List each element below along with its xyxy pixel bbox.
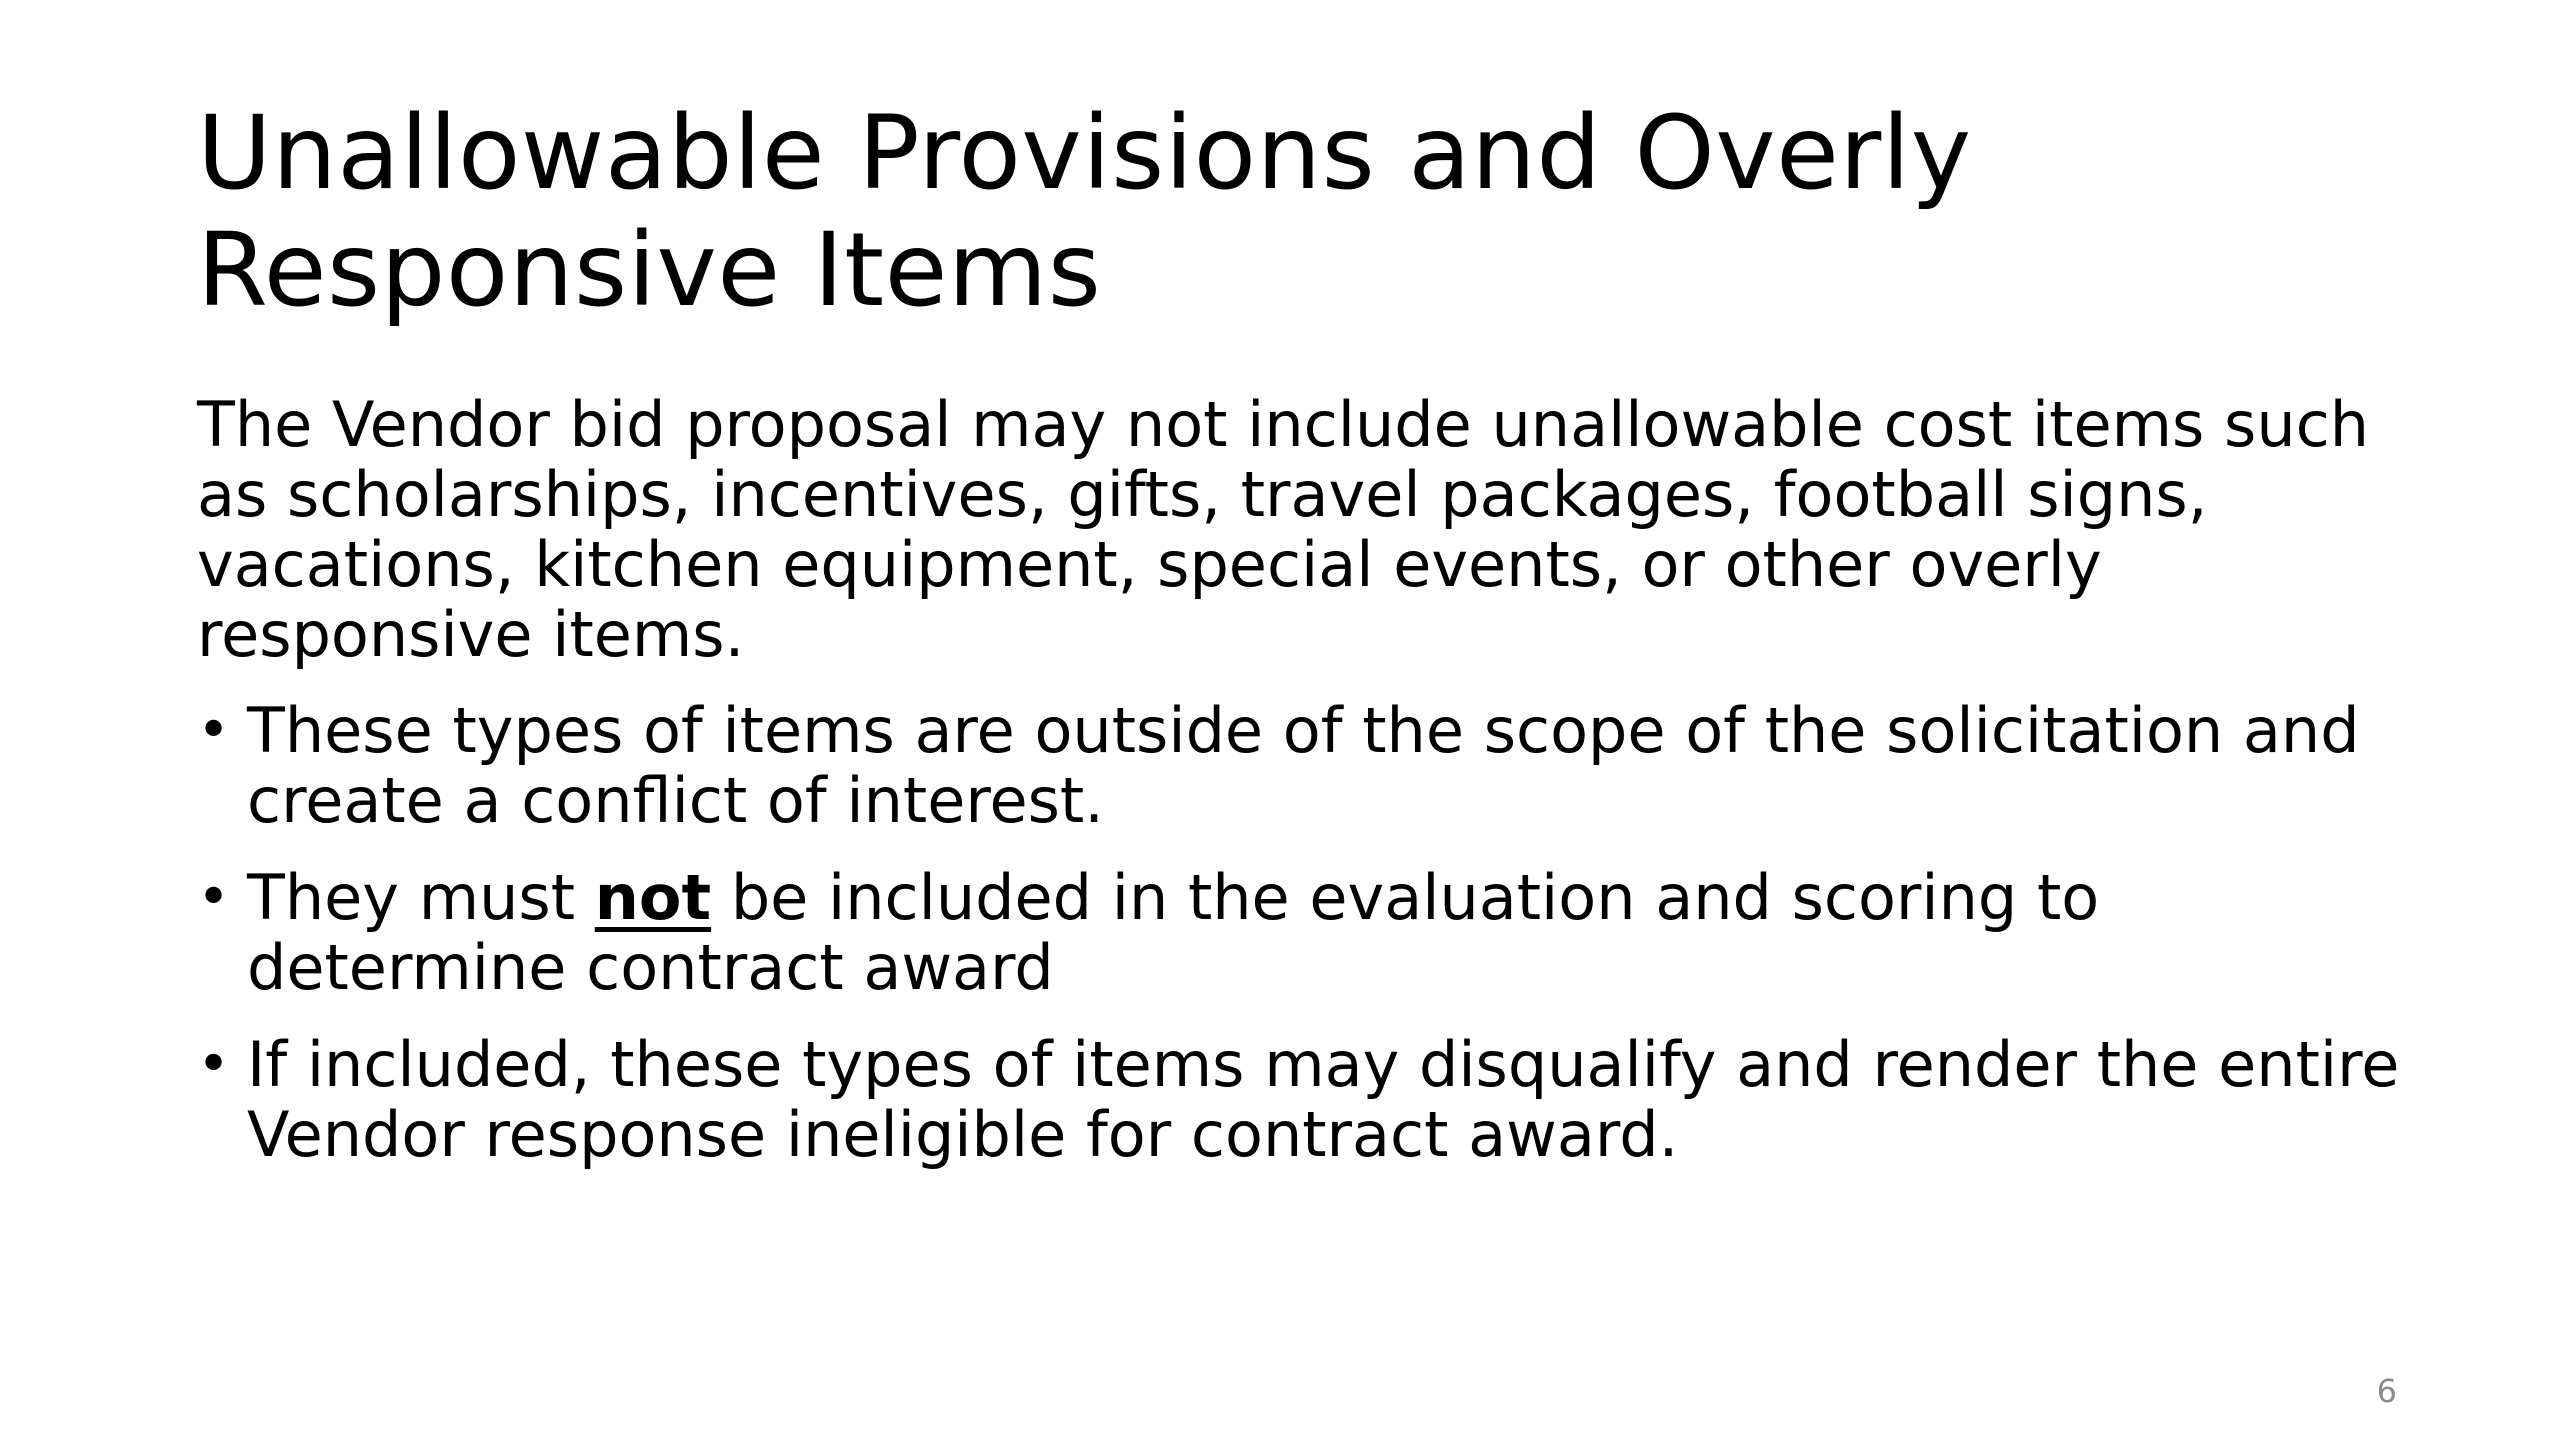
bullet-item <box>197 863 2437 1003</box>
bullet-text: These types of items are outside of the scope of the solicitation and create a conflict of interest. <box>247 694 2360 837</box>
bullet-text-before: They must <box>247 861 595 934</box>
bullet-text-after: be included in the evaluation and scoring to determine contract award <box>247 861 2100 1004</box>
bullet-item <box>197 1030 2437 1170</box>
slide-title: Unallowable Provisions and Overly Responsive Items <box>197 94 1972 330</box>
bullet-item <box>197 696 2437 836</box>
bullet-icon: • <box>197 698 231 763</box>
bullet-emphasis: not <box>594 861 712 934</box>
bullet-icon: • <box>197 865 231 930</box>
bullet-icon: • <box>197 1032 231 1097</box>
page-number: 6 <box>2376 1372 2397 1410</box>
slide-body-paragraph: The Vendor bid proposal may not include unallowable cost items such as scholarships, incentives, gifts, travel packages, football signs, vacations, kitchen equipment, special events, or other overly responsive items. <box>197 388 2369 671</box>
bullet-list <box>197 696 2437 1197</box>
bullet-text: If included, these types of items may disqualify and render the entire Vendor response ineligible for contract award. <box>247 1028 2400 1171</box>
